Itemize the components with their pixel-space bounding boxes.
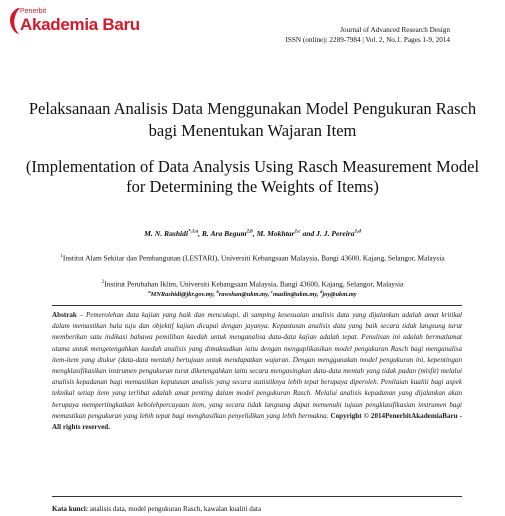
keywords-text: analisis data, model pengukuran Rasch, kawalan kualiti data: [88, 505, 262, 513]
keywords-label: Kata kunci:: [52, 505, 89, 513]
email-link[interactable]: mazlin@ukm.my: [272, 291, 317, 299]
affiliation-num: 1: [60, 254, 63, 259]
journal-name: Journal of Advanced Research Design: [340, 26, 450, 34]
logo-brand-text: Akademia Baru: [20, 15, 140, 34]
author-list: [0, 229, 505, 238]
email-sep: ,: [267, 291, 271, 299]
email-link[interactable]: joy@ukm.my: [322, 291, 357, 299]
abstract: [52, 310, 462, 433]
email-link[interactable]: MNRashidi@jkr.gov.my: [150, 291, 214, 299]
author-sep: ,: [198, 229, 202, 238]
author-sep: and: [300, 229, 317, 238]
affiliation-1: [0, 252, 505, 264]
copyright-notice: Copyright © 2014PenerbitAkademiaBaru - All rights reserved.: [52, 411, 462, 432]
divider-top: [52, 305, 462, 306]
email-link[interactable]: rawshan@ukm.my: [218, 291, 268, 299]
author-sup: 1,d: [354, 229, 361, 235]
author-name: M. N. Rashidi: [144, 229, 189, 238]
abstract-body: – Pemerolehan data kajian yang baik dan mencukupi, di samping kesesuaian analisis data yang dijalankan adalah amat kritikal dalam memastikan hala tuju dan objektif kajian dicapai dengan jayanya. Kepastusan analisis data yang baik secara tidak langsung turut memberikan satu indikasi bahawa pemilihan kaedah untuk menganalisa data-data kajian adalah tepat. Penulisan ini adalah bermatlamat utama untuk mengetengahkan kaedah analisis yang dimaksudkan iaitu dengan mengaplikasikan model pengukuran Rasch bagi menganalisa item-item yang diukur (data-data mentah) bertujuan untuk mendapatkan wajaran. Dengan menggunakan model pengukuran ini, kepentingan mengklasifikasikan instrumen pengukuran turut diketengahkan iaitu secara mengasingkan data-data mentah yang tidak padan (misfit) melalui analisis kepadanan bagi memastikan keputusan analisis yang secara statistiknya lebih tepat berupaya diperoleh. Penilaian kualiti bagi aspek teknikal setiap item yang terlibat adalah amat penting dalam model pengukuran Rasch. Melalui analisis kepadanan yang dijalankan akan berupaya mempertingkatkan kebolehpercayaan item, yang secara tidak langsung dapat memenuhi tujuan pengklasifikasian instrumen bagi memastikan pengukuran yang lebih tepat bagi menghasilkan penyelidikan yang lebih bermakna.: [52, 311, 462, 420]
author-sup: *,1,a: [188, 229, 199, 235]
divider-bottom: [52, 496, 462, 497]
logo-publisher-text: Penerbit: [20, 8, 47, 15]
journal-issn: ISSN (online): 2289-7984 | Vol. 2, No.1. Pages 1-9, 2014: [285, 36, 450, 44]
author-name: J. J. Pereira: [316, 229, 355, 238]
author-name: R. Ara Begum: [201, 229, 247, 238]
author-sup: 2,b: [246, 229, 253, 235]
email-sup: b: [216, 289, 219, 294]
journal-info: [286, 25, 451, 45]
email-sep: ,: [213, 291, 217, 299]
title-english: (Implementation of Data Analysis Using Rasch Measurement Model for Determining the Weights of Items): [25, 157, 480, 196]
title-malay: Pelaksanaan Analisis Data Menggunakan Model Pengukuran Rasch bagi Menentukan Wajaran Item: [28, 99, 477, 140]
author-name: M. Mokhtar: [256, 229, 295, 238]
affiliation-num: 2: [101, 280, 105, 285]
affiliation-text: Institut Alam Sekitar dan Pembangunan (LESTARI), Universiti Kebangsaan Malaysia, Bangi 43600, Kajang, Selangor, Malaysia: [62, 253, 445, 263]
publisher-logo: [6, 6, 140, 40]
author-sep: ,: [252, 229, 257, 238]
author-sup: 1,c: [294, 229, 301, 235]
keywords: [52, 505, 261, 513]
email-sup: a: [148, 289, 151, 294]
email-sup: d: [320, 289, 323, 294]
affiliation-text: Institut Perubahan Iklim, Universiti Kebangsaan Malaysia, Bangi 43600, Kajang, Selangor, Malaysia: [104, 279, 404, 289]
abstract-label: Abstrak: [52, 311, 77, 319]
email-sep: ,: [316, 291, 321, 299]
email-sup: c: [270, 289, 273, 294]
email-list: [0, 289, 505, 298]
